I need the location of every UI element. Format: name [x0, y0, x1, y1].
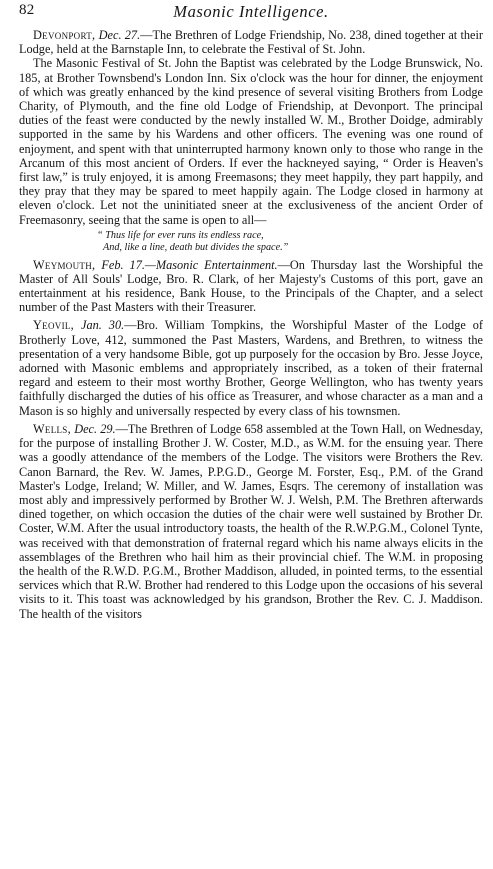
running-head: [19, 2, 483, 22]
date: Jan. 30.: [81, 318, 125, 333]
paragraph-wells: [19, 422, 483, 621]
paragraph-text: —The Brethren of Lodge Friendship, No. 238, dined together at their Lodge, held at the Barnstaple Inn, to celebrate the Festival of St. John.: [19, 28, 483, 57]
paragraph-yeovil: [19, 318, 483, 417]
paragraph-text: —On Thursday last the Worshipful the Master of All Souls' Lodge, Bro. R. Clark, of her Majesty's Customs of this port, gave an entertainment at his residence, Bank House, to the Principals of the Chapter, and a select number of the Past Masters with their Treasurer.: [19, 257, 483, 315]
place-name: Weymouth,: [33, 257, 96, 272]
paragraph-text: —Bro. William Tompkins, the Worshipful Master of the Lodge of Brotherly Love, 412, summoned the Past Masters, Wardens, and Brethren, to witness the presentation of a very handsome Bible, got up purposely for the occasion by Bro. Jesse Joyce, adorned with Masonic emblems and appropriately inscribed, as a token of their fraternal regard and esteem to their most worthy Brother, George Wellington, who has twenty years faithfully discharged the duties of his office as Treasurer, and whose character as a man and a Mason is so highly and universally respected by every class of his townsmen.: [19, 318, 484, 418]
paragraph-text: —The Brethren of Lodge 658 assembled at the Town Hall, on Wednesday, for the purpose of installing Brother J. W. Coster, M.D., as W.M. for the ensuing year. There was a goodly attendance of the members of the Lodge. The visitors were Brothers the Rev. Canon Barnard, the Rev. W. James, P.P.G.D., George M. Forster, Esq., P.M. of the Grand Master's Lodge, Ireland; W. Miller, and W. James, Esqrs. The ceremony of installation was most ably and impressively performed by Brother W. J. Welsh, P.M. The Brethren afterwards dined together, on which occasion the duties of the chair were well sustained by Brother Dr. Coster, W.M. After the usual introductory toasts, the health of the R.W.P.G.M., Colonel Tynte, was received with that demonstration of fraternal regard which his name always elicits in the assemblages of the Brethren who hail him as their provincial chief. The W.M. in proposing the health of the R.W.D. P.G.M., Brother Maddison, alluded, in pointed terms, to the essential services which that R.W. Brother had rendered to this Lodge upon the occasions of his several visits to it. This toast was acknowledged by his grandson, Brother the Rev. C. J. Maddison. The health of the visitors: [19, 421, 483, 621]
date: Dec. 27.: [98, 28, 141, 42]
running-title: Masonic Intelligence.: [173, 2, 329, 21]
paragraph-weymouth: [19, 258, 483, 315]
article-body: [19, 28, 483, 621]
verse-line: And, like a line, death but divides the space.”: [103, 242, 289, 254]
paragraph-text: The Masonic Festival of St. John the Baptist was celebrated by the Lodge Brunswick, No. 185, at Brother Townsbend's London Inn. Six o'clock was the hour for dinner, the enjoyment of which was greatly enhanced by the kind presence of several visiting Brothers from Lodge Charity, of Plymouth, and the fine old Lodge of Friendship, at Devonport. The principal duties of the feast were conducted by the newly installed W. M., Brother Doidge, admirably supported in the same by his Wardens and other officers. The evening was one round of enjoyment, and spent with that uninterrupted harmony known only to those who range in the Arcanum of this most ancient of Orders. If ever the hackneyed saying, “ Order is Heaven's first law,” is truly enjoyed, it is among Freemasons; they meet happily, they part happily, and they pray that they may be spared to meet happily again. The Lodge closed in harmony at eleven o'clock. Let not the uninitiated sneer at the exclusiveness of the ancient Order of Freemasonry, seeing that the same is open to all—: [19, 56, 483, 227]
date: Dec. 29.: [74, 421, 116, 436]
verse-quotation: [19, 230, 483, 255]
date: Feb. 17.: [101, 257, 145, 272]
place-name: Wells,: [33, 421, 71, 436]
page-number: 82: [19, 2, 35, 18]
paragraph-lodge-brunswick: [19, 56, 483, 226]
verse-line: “ Thus life for ever runs its endless race,: [97, 229, 264, 241]
place-name: Devonport,: [33, 28, 96, 42]
paragraph-devonport-lodge-friendship: [19, 28, 483, 56]
section-heading: —Masonic Entertainment.: [144, 257, 278, 272]
place-name: Yeovil,: [33, 318, 75, 333]
